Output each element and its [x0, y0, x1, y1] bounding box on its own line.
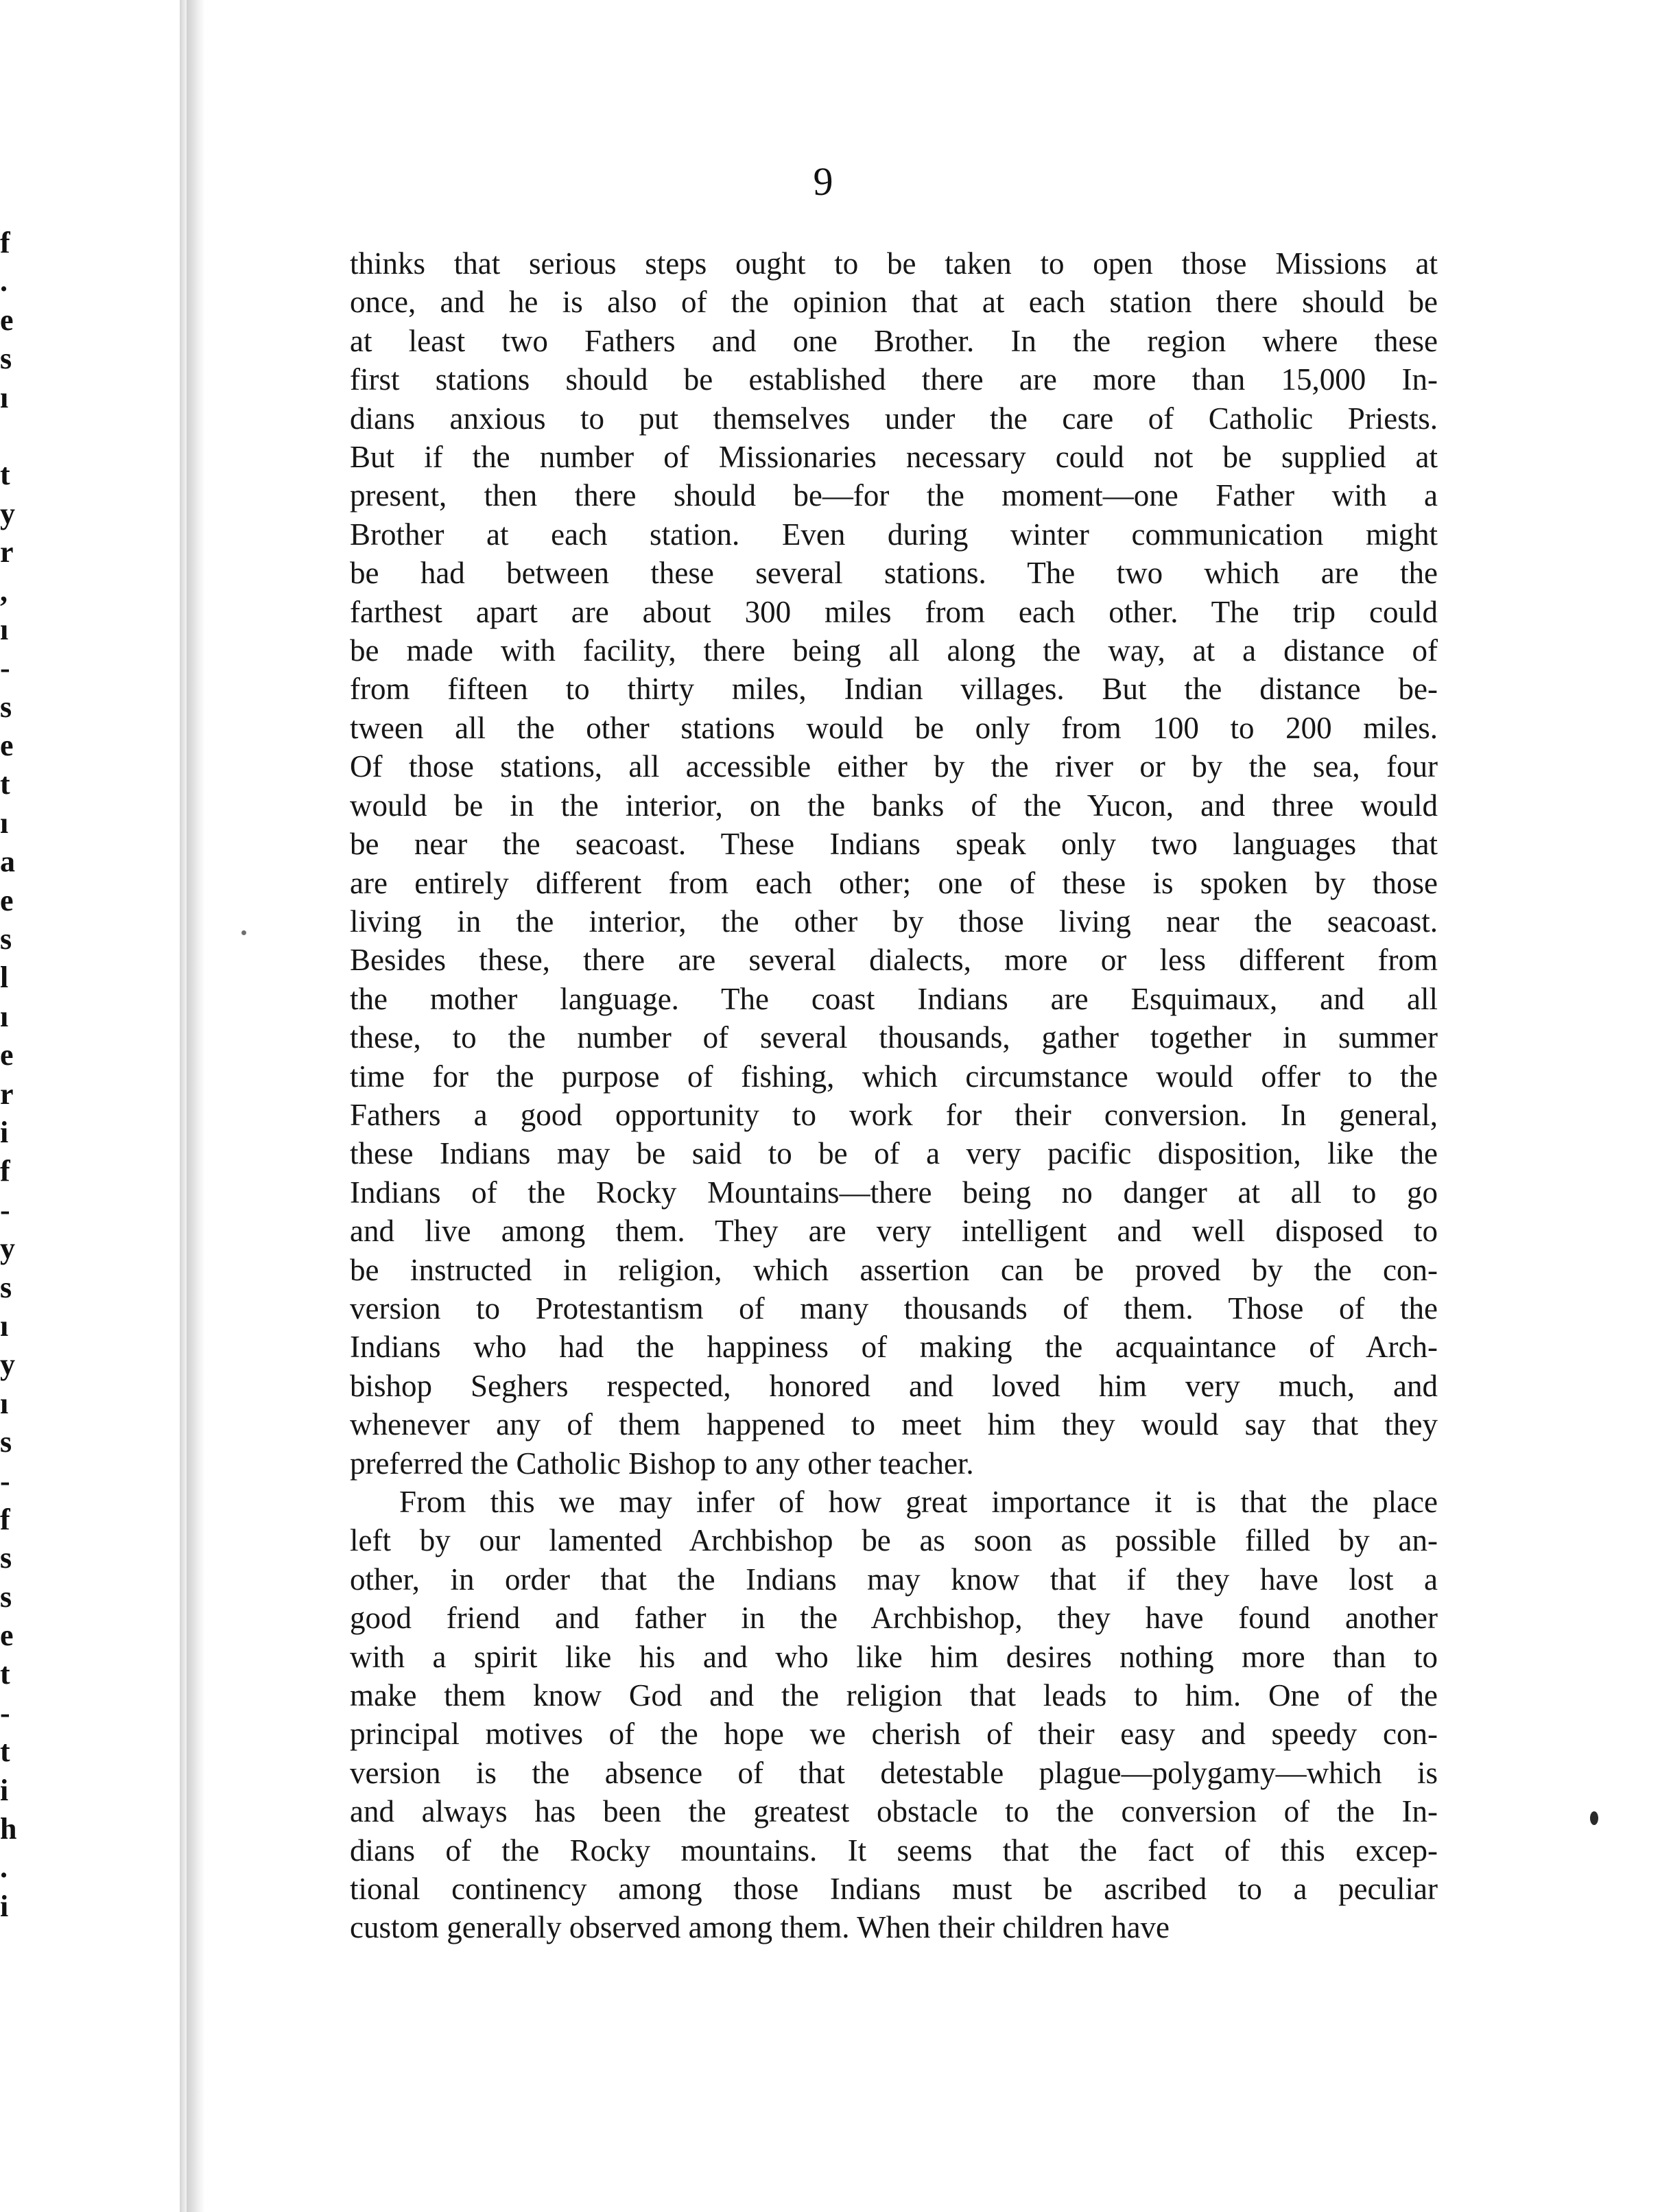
text-line: dians anxious to put themselves under the care of Catholic Priests.	[350, 401, 1438, 436]
text-line: left by our lamented Archbishop be as soon as possible filled by an-	[350, 1523, 1438, 1558]
text-line: first stations should be established there are more than 15,000 In-	[350, 362, 1438, 397]
margin-fragment: ı	[0, 1308, 9, 1343]
text-line: Indians of the Rocky Mountains—there being no danger at all to go	[350, 1175, 1438, 1210]
margin-fragment: ,	[0, 574, 8, 608]
text-line: Besides these, there are several dialects, more or less different from	[350, 943, 1438, 978]
margin-fragment: .	[0, 1850, 8, 1885]
margin-fragment: l	[0, 961, 9, 995]
paragraph-2	[350, 1483, 1438, 1947]
page-number: 9	[813, 159, 833, 204]
margin-fragment: ı	[0, 805, 9, 840]
margin-fragment: y	[0, 1232, 15, 1266]
margin-fragment: -	[0, 1695, 10, 1730]
text-line: But if the number of Missionaries necessary could not be supplied at	[350, 440, 1438, 475]
text-line: other, in order that the Indians may know that if they have lost a	[350, 1562, 1438, 1597]
margin-fragment: s	[0, 1541, 12, 1575]
text-line: present, then there should be—for the moment—one Father with a	[350, 478, 1438, 513]
text-line: Fathers a good opportunity to work for their conversion. In general,	[350, 1097, 1438, 1132]
page-gutter-shadow	[187, 0, 204, 2212]
text-line: tween all the other stations would be only from 100 to 200 miles.	[350, 710, 1438, 745]
margin-fragment: s	[0, 690, 12, 724]
text-line: these, to the number of several thousands, gather together in summer	[350, 1020, 1438, 1055]
text-line: Of those stations, all accessible either by the river or by the sea, four	[350, 749, 1438, 784]
margin-fragment: e	[0, 729, 14, 763]
text-line: dians of the Rocky mountains. It seems that the fact of this excep-	[350, 1833, 1438, 1868]
text-line: be near the seacoast. These Indians speak only two languages that	[350, 827, 1438, 862]
margin-fragment: a	[0, 845, 15, 879]
margin-fragment: f	[0, 1502, 10, 1536]
text-line: and live among them. They are very intelligent and well disposed to	[350, 1214, 1438, 1249]
text-line: and always has been the greatest obstacle to the conversion of the In-	[350, 1794, 1438, 1829]
margin-fragment: s	[0, 922, 12, 956]
text-line: thinks that serious steps ought to be taken to open those Missions at	[350, 246, 1438, 281]
margin-fragment: s	[0, 342, 12, 376]
margin-fragment: -	[0, 1192, 10, 1227]
margin-fragment: e	[0, 1038, 14, 1072]
margin-fragment: t	[0, 1657, 10, 1691]
scan-speck	[1590, 1811, 1598, 1825]
text-line: version is the absence of that detestable plague—polygamy—which is	[350, 1755, 1438, 1790]
margin-fragment: ı	[0, 380, 9, 414]
page-body	[350, 244, 1438, 1947]
previous-page-strip	[0, 0, 187, 2212]
margin-fragment: ı	[0, 1386, 9, 1420]
margin-fragment: ı	[0, 999, 9, 1033]
text-line: version to Protestantism of many thousands of them. Those of the	[350, 1291, 1438, 1326]
margin-fragment: -	[0, 651, 10, 685]
margin-fragment: s	[0, 1425, 12, 1459]
previous-page-text-fragments	[0, 224, 16, 1926]
text-line: the mother language. The coast Indians are Esquimaux, and all	[350, 981, 1438, 1016]
margin-fragment: t	[0, 1734, 10, 1769]
paragraph-1	[350, 244, 1438, 1483]
text-line: custom generally observed among them. When their children have	[350, 1910, 1170, 1945]
text-line: with a spirit like his and who like him desires nothing more than to	[350, 1639, 1438, 1674]
margin-fragment: f	[0, 1154, 10, 1188]
margin-fragment: s	[0, 1579, 12, 1614]
text-line: principal motives of the hope we cherish of their easy and speedy con-	[350, 1717, 1438, 1752]
text-line: Indians who had the happiness of making the acquaintance of Arch-	[350, 1330, 1438, 1365]
text-line: once, and he is also of the opinion that at each station there should be	[350, 285, 1438, 320]
margin-fragment: h	[0, 1812, 16, 1846]
text-line: farthest apart are about 300 miles from each other. The trip could	[350, 594, 1438, 629]
text-line: these Indians may be said to be of a very pacific disposition, like the	[350, 1136, 1438, 1171]
margin-fragment: r	[0, 535, 14, 569]
margin-fragment: y	[0, 496, 15, 530]
margin-fragment	[0, 417, 16, 456]
text-line: preferred the Catholic Bishop to any other teacher.	[350, 1446, 974, 1481]
margin-fragment: -	[0, 1463, 10, 1498]
text-line: make them know God and the religion that leads to him. One of the	[350, 1678, 1438, 1713]
previous-page-edge	[180, 0, 187, 2212]
margin-fragment: t	[0, 458, 10, 492]
text-line: Brother at each station. Even during winter communication might	[350, 517, 1438, 552]
text-line: are entirely different from each other; one of these is spoken by those	[350, 865, 1438, 900]
text-line: bishop Seghers respected, honored and loved him very much, and	[350, 1368, 1438, 1403]
margin-fragment: e	[0, 303, 14, 337]
text-line: From this we may infer of how great importance it is that the place	[399, 1485, 1438, 1519]
margin-fragment: f	[0, 226, 10, 259]
margin-fragment: r	[0, 1076, 14, 1111]
text-line: from fifteen to thirty miles, Indian villages. But the distance be-	[350, 672, 1438, 707]
margin-fragment: e	[0, 1619, 14, 1653]
text-line: at least two Fathers and one Brother. In the region where these	[350, 323, 1438, 358]
scan-speck	[241, 930, 246, 935]
text-line: time for the purpose of fishing, which circumstance would offer to the	[350, 1059, 1438, 1094]
margin-fragment: .	[0, 264, 8, 298]
text-line: whenever any of them happened to meet him they would say that they	[350, 1407, 1438, 1442]
text-line: living in the interior, the other by those living near the seacoast.	[350, 904, 1438, 939]
text-line: be instructed in religion, which assertion can be proved by the con-	[350, 1252, 1438, 1287]
margin-fragment: i	[0, 1773, 9, 1807]
margin-fragment: y	[0, 1348, 15, 1382]
margin-fragment: e	[0, 883, 14, 917]
text-line: would be in the interior, on the banks of the Yucon, and three would	[350, 788, 1438, 823]
margin-fragment: ı	[0, 612, 9, 646]
margin-fragment: s	[0, 1270, 12, 1304]
text-line: be made with facility, there being all along the way, at a distance of	[350, 633, 1438, 668]
margin-fragment: i	[0, 1115, 9, 1149]
text-line: good friend and father in the Archbishop, they have found another	[350, 1601, 1438, 1636]
text-line: be had between these several stations. The two which are the	[350, 556, 1438, 591]
text-line: tional continency among those Indians must be ascribed to a peculiar	[350, 1872, 1438, 1907]
margin-fragment: i	[0, 1889, 9, 1923]
margin-fragment: t	[0, 767, 10, 801]
